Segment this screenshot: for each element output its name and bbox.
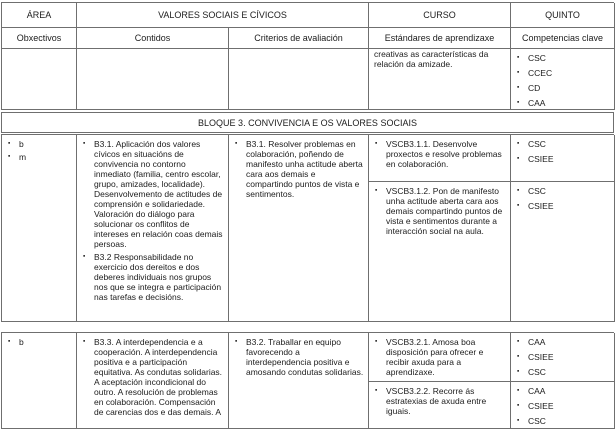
- bullet-icon: ▪: [517, 155, 520, 162]
- list-item: ▪ CSC: [517, 139, 546, 149]
- header-cell-estandares: Estándares de aprendizaxe: [369, 28, 511, 49]
- list-item: ▪ CAA: [517, 386, 546, 396]
- bullet-icon: ▪: [517, 338, 520, 345]
- row2-contidos-cell: [77, 333, 229, 429]
- bullet-icon: ▪: [517, 387, 520, 394]
- list-item: ▪ CSC: [517, 367, 546, 377]
- list-item: ▪ CAA: [517, 337, 546, 347]
- list-item: ▪ B3.1. Aplicación dos valores cívicos en situacións de convivencia no contorno inmediato (familia, centro escolar, grupo, amizades, localidade). Desenvolvemento de actitudes de comprensión e solidariedade. Valoración do diálogo para solucionar os conflitos de intereses en relación coas demais persoas.: [83, 139, 223, 249]
- header-cell-valores: VALORES SOCIAIS E CÍVICOS: [77, 3, 369, 28]
- bullet-icon: ▪: [517, 417, 520, 424]
- header-cell-quinto: QUINTO: [511, 3, 615, 28]
- row1-obxectivos-cell: [2, 135, 77, 322]
- row1-criterios-cell: [229, 135, 369, 322]
- list-item: ▪ b: [8, 337, 24, 347]
- block3-banner: BLOQUE 3. CONVIVENCIA E OS VALORES SOCIAIS: [1, 112, 614, 133]
- list-item: ▪ B3.3. A interdependencia e a cooperación. A interdependencia positiva e a participación equitativa. As condutas solidarias. A aceptación incondicional do outro. A resolución de problemas en colaboración. Compensación de carencias dos e das demais. A: [83, 337, 223, 417]
- row2-competencias-2-cell: [511, 382, 615, 429]
- list-item: ▪ m: [8, 152, 27, 162]
- continuation-empty-obxectivos: [2, 49, 77, 110]
- header-cell-contidos: Contidos: [77, 28, 229, 49]
- list-item: ▪ VSCB3.2.2. Recorre ás estratexias de axuda entre iguais.: [375, 386, 487, 416]
- content-row-2: [1, 332, 614, 429]
- list-item: ▪ CSC: [517, 53, 546, 63]
- list-item: ▪ CSC: [517, 186, 546, 196]
- list-item: ▪ CSIEE: [517, 401, 554, 411]
- list-item: ▪ CD: [517, 83, 541, 93]
- bullet-icon: ▪: [517, 99, 520, 106]
- continuation-empty-contidos: [77, 49, 229, 110]
- bullet-icon: ▪: [375, 187, 378, 194]
- bullet-icon: ▪: [375, 140, 378, 147]
- bullet-icon: ▪: [8, 140, 11, 147]
- bullet-icon: ▪: [8, 338, 11, 345]
- header-cell-curso: CURSO: [369, 3, 511, 28]
- list-item: ▪ CCEC: [517, 68, 553, 78]
- bullet-icon: ▪: [517, 368, 520, 375]
- row1-contidos-cell: [77, 135, 229, 322]
- row1-competencias-2-cell: [511, 182, 615, 322]
- bullet-icon: ▪: [83, 253, 86, 260]
- bullet-icon: ▪: [8, 153, 11, 160]
- row2-obxectivos-cell: [2, 333, 77, 429]
- list-item: ▪ VSCB3.1.1. Desenvolve proxectos e resolve problemas en colaboración.: [375, 139, 502, 169]
- bullet-icon: ▪: [517, 187, 520, 194]
- bullet-icon: ▪: [517, 402, 520, 409]
- row1-estandar-2-cell: [369, 182, 511, 322]
- row2-estandar-1-cell: [369, 333, 511, 382]
- bullet-icon: ▪: [235, 140, 238, 147]
- list-item: ▪ VSCB3.1.2. Pon de manifesto unha actitude aberta cara aos demais compartindo puntos de vista e sentimentos durante a interacción social na aula.: [375, 186, 503, 236]
- table-header-block: [1, 2, 614, 110]
- header-cell-criterios: Criterios de avaliación: [229, 28, 369, 49]
- list-item: ▪ VSCB3.2.1. Amosa boa disposición para ofrecer e recibir axuda para a aprendizaxe.: [375, 337, 484, 377]
- bullet-icon: ▪: [375, 338, 378, 345]
- list-item: ▪ B3.2. Traballar en equipo favorecendo a interdependencia positiva e amosando condutas solidarias.: [235, 337, 364, 377]
- row2-estandar-2-cell: [369, 382, 511, 429]
- bullet-icon: ▪: [517, 54, 520, 61]
- list-item: ▪ B3.2 Responsabilidade no exercicio dos dereitos e dos deberes individuais nos grupos nos que se integra e participación nas tarefas e decisións.: [83, 252, 222, 302]
- header-cell-area: ÁREA: [2, 3, 77, 28]
- continuation-estandar-text: creativas as características da relación da amizade.: [369, 49, 511, 110]
- list-item: ▪ CSIEE: [517, 352, 554, 362]
- row2-competencias-1-cell: [511, 333, 615, 382]
- list-item: ▪ CSIEE: [517, 154, 554, 164]
- list-item: ▪ CSIEE: [517, 201, 554, 211]
- row1-competencias-1-cell: [511, 135, 615, 182]
- list-item: ▪ CSC: [517, 416, 546, 426]
- bullet-icon: ▪: [517, 84, 520, 91]
- row2-criterios-cell: [229, 333, 369, 429]
- bullet-icon: ▪: [235, 338, 238, 345]
- bullet-icon: ▪: [375, 387, 378, 394]
- continuation-competencias-cell: [511, 49, 615, 110]
- content-row-1: [1, 134, 614, 322]
- list-item: ▪ b: [8, 139, 24, 149]
- bullet-icon: ▪: [517, 69, 520, 76]
- bullet-icon: ▪: [517, 202, 520, 209]
- list-item: ▪ CAA: [517, 98, 546, 108]
- header-cell-competencias: Competencias clave: [511, 28, 615, 49]
- bullet-icon: ▪: [83, 140, 86, 147]
- continuation-empty-criterios: [229, 49, 369, 110]
- bullet-icon: ▪: [83, 338, 86, 345]
- header-cell-obxectivos: Obxectivos: [2, 28, 77, 49]
- bullet-icon: ▪: [517, 353, 520, 360]
- list-item: ▪ B3.1. Resolver problemas en colaboración, poñendo de manifesto unha actitude aberta cara aos demais e compartindo puntos de vista e sentimentos.: [235, 139, 363, 199]
- bullet-icon: ▪: [517, 140, 520, 147]
- row1-estandar-1-cell: [369, 135, 511, 182]
